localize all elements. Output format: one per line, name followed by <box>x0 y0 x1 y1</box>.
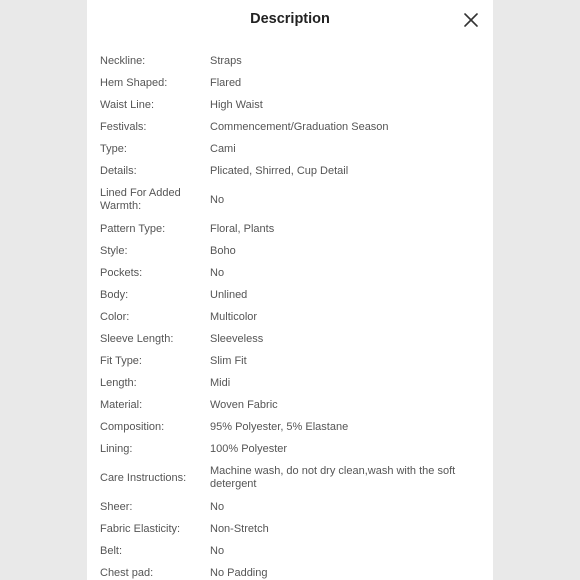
attribute-list <box>100 50 480 580</box>
description-sheet <box>87 0 493 580</box>
attribute-label: Composition: <box>100 420 165 433</box>
attribute-row <box>100 328 480 350</box>
attribute-row <box>100 94 480 116</box>
attribute-row <box>100 416 480 438</box>
attribute-value: Midi <box>210 376 231 389</box>
attribute-label: Fabric Elasticity: <box>100 522 181 535</box>
attribute-row <box>100 116 480 138</box>
attribute-value: Multicolor <box>210 310 258 323</box>
attribute-row <box>100 540 480 562</box>
attribute-label: Hem Shaped: <box>100 76 168 89</box>
attribute-value: Sleeveless <box>210 332 264 345</box>
attribute-label: Care Instructions: <box>100 471 187 484</box>
attribute-row <box>100 394 480 416</box>
attribute-value: No <box>210 193 225 206</box>
attribute-label: Material: <box>100 398 143 411</box>
attribute-row <box>100 138 480 160</box>
close-icon[interactable] <box>461 10 481 30</box>
attribute-row <box>100 72 480 94</box>
attribute-value: Slim Fit <box>210 354 247 367</box>
attribute-label: Chest pad: <box>100 566 154 579</box>
attribute-label: Length: <box>100 376 137 389</box>
attribute-label: Belt: <box>100 544 123 557</box>
attribute-value: Non-Stretch <box>210 522 269 535</box>
attribute-label: Body: <box>100 288 129 301</box>
attribute-value: Commencement/Graduation Season <box>210 120 389 133</box>
attribute-value: Plicated, Shirred, Cup Detail <box>210 164 349 177</box>
attribute-label: Color: <box>100 310 130 323</box>
attribute-label: Fit Type: <box>100 354 142 367</box>
attribute-label: Waist Line: <box>100 98 155 111</box>
attribute-label: Lined For Added Warmth: <box>100 187 181 212</box>
attribute-label: Pockets: <box>100 266 143 279</box>
attribute-row <box>100 562 480 580</box>
attribute-value: No <box>210 544 225 557</box>
attribute-row <box>100 518 480 540</box>
attribute-value: Straps <box>210 54 242 67</box>
attribute-row <box>100 262 480 284</box>
attribute-label: Pattern Type: <box>100 222 166 235</box>
attribute-row <box>100 160 480 182</box>
attribute-value: No <box>210 500 225 513</box>
attribute-label: Type: <box>100 142 127 155</box>
attribute-row <box>100 240 480 262</box>
attribute-row <box>100 460 480 496</box>
attribute-row <box>100 50 480 72</box>
attribute-value: No <box>210 266 225 279</box>
attribute-value: High Waist <box>210 98 263 111</box>
attribute-row <box>100 306 480 328</box>
attribute-value: Unlined <box>210 288 248 301</box>
attribute-label: Lining: <box>100 442 133 455</box>
attribute-value: Machine wash, do not dry clean,wash with the soft detergent <box>210 465 456 490</box>
attribute-row <box>100 284 480 306</box>
attribute-label: Sleeve Length: <box>100 332 174 345</box>
attribute-label: Style: <box>100 244 128 257</box>
attribute-label: Details: <box>100 164 137 177</box>
attribute-value: 95% Polyester, 5% Elastane <box>210 420 349 433</box>
attribute-value: Cami <box>210 142 236 155</box>
attribute-value: Floral, Plants <box>210 222 275 235</box>
attribute-row <box>100 496 480 518</box>
sheet-title: Description <box>250 11 330 27</box>
attribute-value: No Padding <box>210 566 268 579</box>
attribute-row <box>100 182 480 218</box>
attribute-value: 100% Polyester <box>210 442 288 455</box>
close-icon-glyph <box>461 10 481 30</box>
sheet-header <box>87 0 493 42</box>
attribute-label: Sheer: <box>100 500 133 513</box>
attribute-value: Flared <box>210 76 242 89</box>
attribute-row <box>100 350 480 372</box>
attribute-row <box>100 218 480 240</box>
attribute-label: Neckline: <box>100 54 146 67</box>
attribute-row <box>100 372 480 394</box>
attribute-row <box>100 438 480 460</box>
attribute-label: Festivals: <box>100 120 147 133</box>
attribute-value: Boho <box>210 244 236 257</box>
attribute-value: Woven Fabric <box>210 398 278 411</box>
